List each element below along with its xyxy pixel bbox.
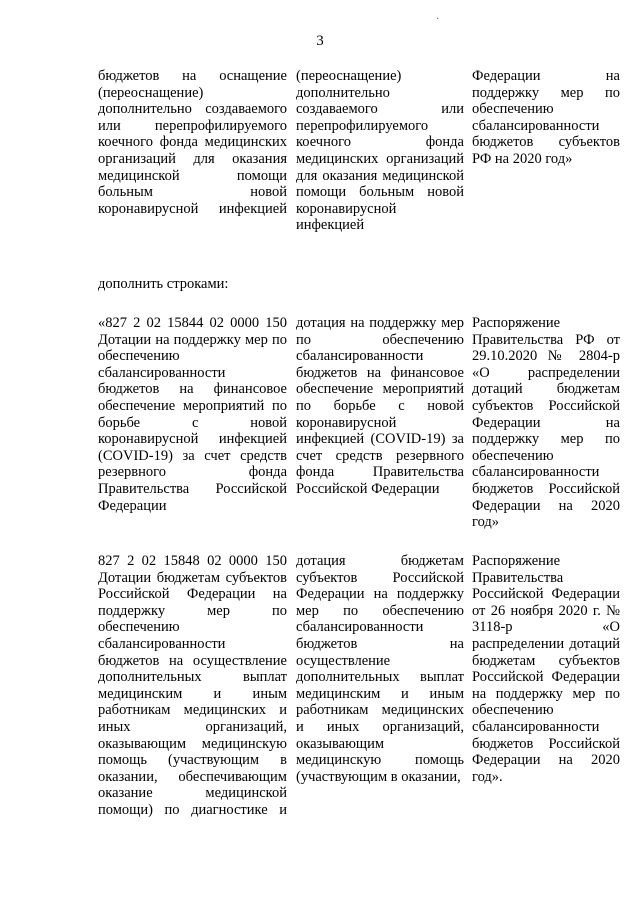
row-code-and-name-cell: бюджетов на оснащение (переоснащение) дополнительно создаваемого или перепрофилируемого коечного фонда медицинских организаций для оказания медицинской помощи больным новой коронавирусной инфекцией [98,68,287,217]
page-number: 3 [316,33,324,49]
row-legal-basis-cell: Распоряжение Правительства РФ от 29.10.2020 № 2804-р «О распределении дотаций бюджетам субъектов Российской Федерации на поддержку мер по обеспечению сбалансированности бюджетов Российской Федерации на 2020 год» [472,315,620,531]
row-legal-basis-cell: Распоряжение Правительства Российской Федерации от 26 ноября 2020 г. № 3118-р «О распределении дотаций бюджетам субъектов Российской Федерации на поддержку мер по обеспечению сбалансированности бюджетов Российской Федерации на 2020 год». [472,553,620,785]
corner-mark: · [436,14,440,25]
row-description-cell: дотация бюджетам субъектов Российской Федерации на поддержку мер по обеспечению сбалансированности бюджетов на осуществление дополнительных выплат медицинским и иным работникам медицинских и иных организаций, оказывающим медицинскую помощь (участвующим в оказании, [296,553,464,785]
row-code-and-name-cell: «827 2 02 15844 02 0000 150 Дотации на поддержку мер по обеспечению сбалансированности бюджетов на финансовое обеспечение мероприятий по борьбе с новой коронавирусной инфекцией (COVID-19) за счет средств резервного фонда Правительства Российской Федерации [98,315,287,514]
row-description-cell: дотация на поддержку мер по обеспечению сбалансированности бюджетов на финансовое обеспечение мероприятий по борьбе с новой коронавирусной инфекцией (COVID-19) за счет средств резервного фонда Правительства Российской Федерации [296,315,464,497]
row-legal-basis-cell: Федерации на поддержку мер по обеспечению сбалансированности бюджетов субъектов РФ на 2020 год» [472,68,620,167]
row-code-and-name-cell: 827 2 02 15848 02 0000 150 Дотации бюджетам субъектов Российской Федерации на поддержку мер по обеспечению сбалансированности бюджетов на осуществление дополнительных выплат медицинским и иным работникам медицинских и иных организаций, оказывающим медицинскую помощь (участвующим в оказании, обеспечивающим оказание медицинской помощи) по диагностике и [98,553,287,818]
row-description-cell: (переоснащение) дополнительно создаваемого или перепрофилируемого коечного фонда медицинских организаций для оказания медицинской помощи больным новой коронавирусной инфекцией [296,68,464,234]
intro-text: дополнить строками: [98,276,229,292]
